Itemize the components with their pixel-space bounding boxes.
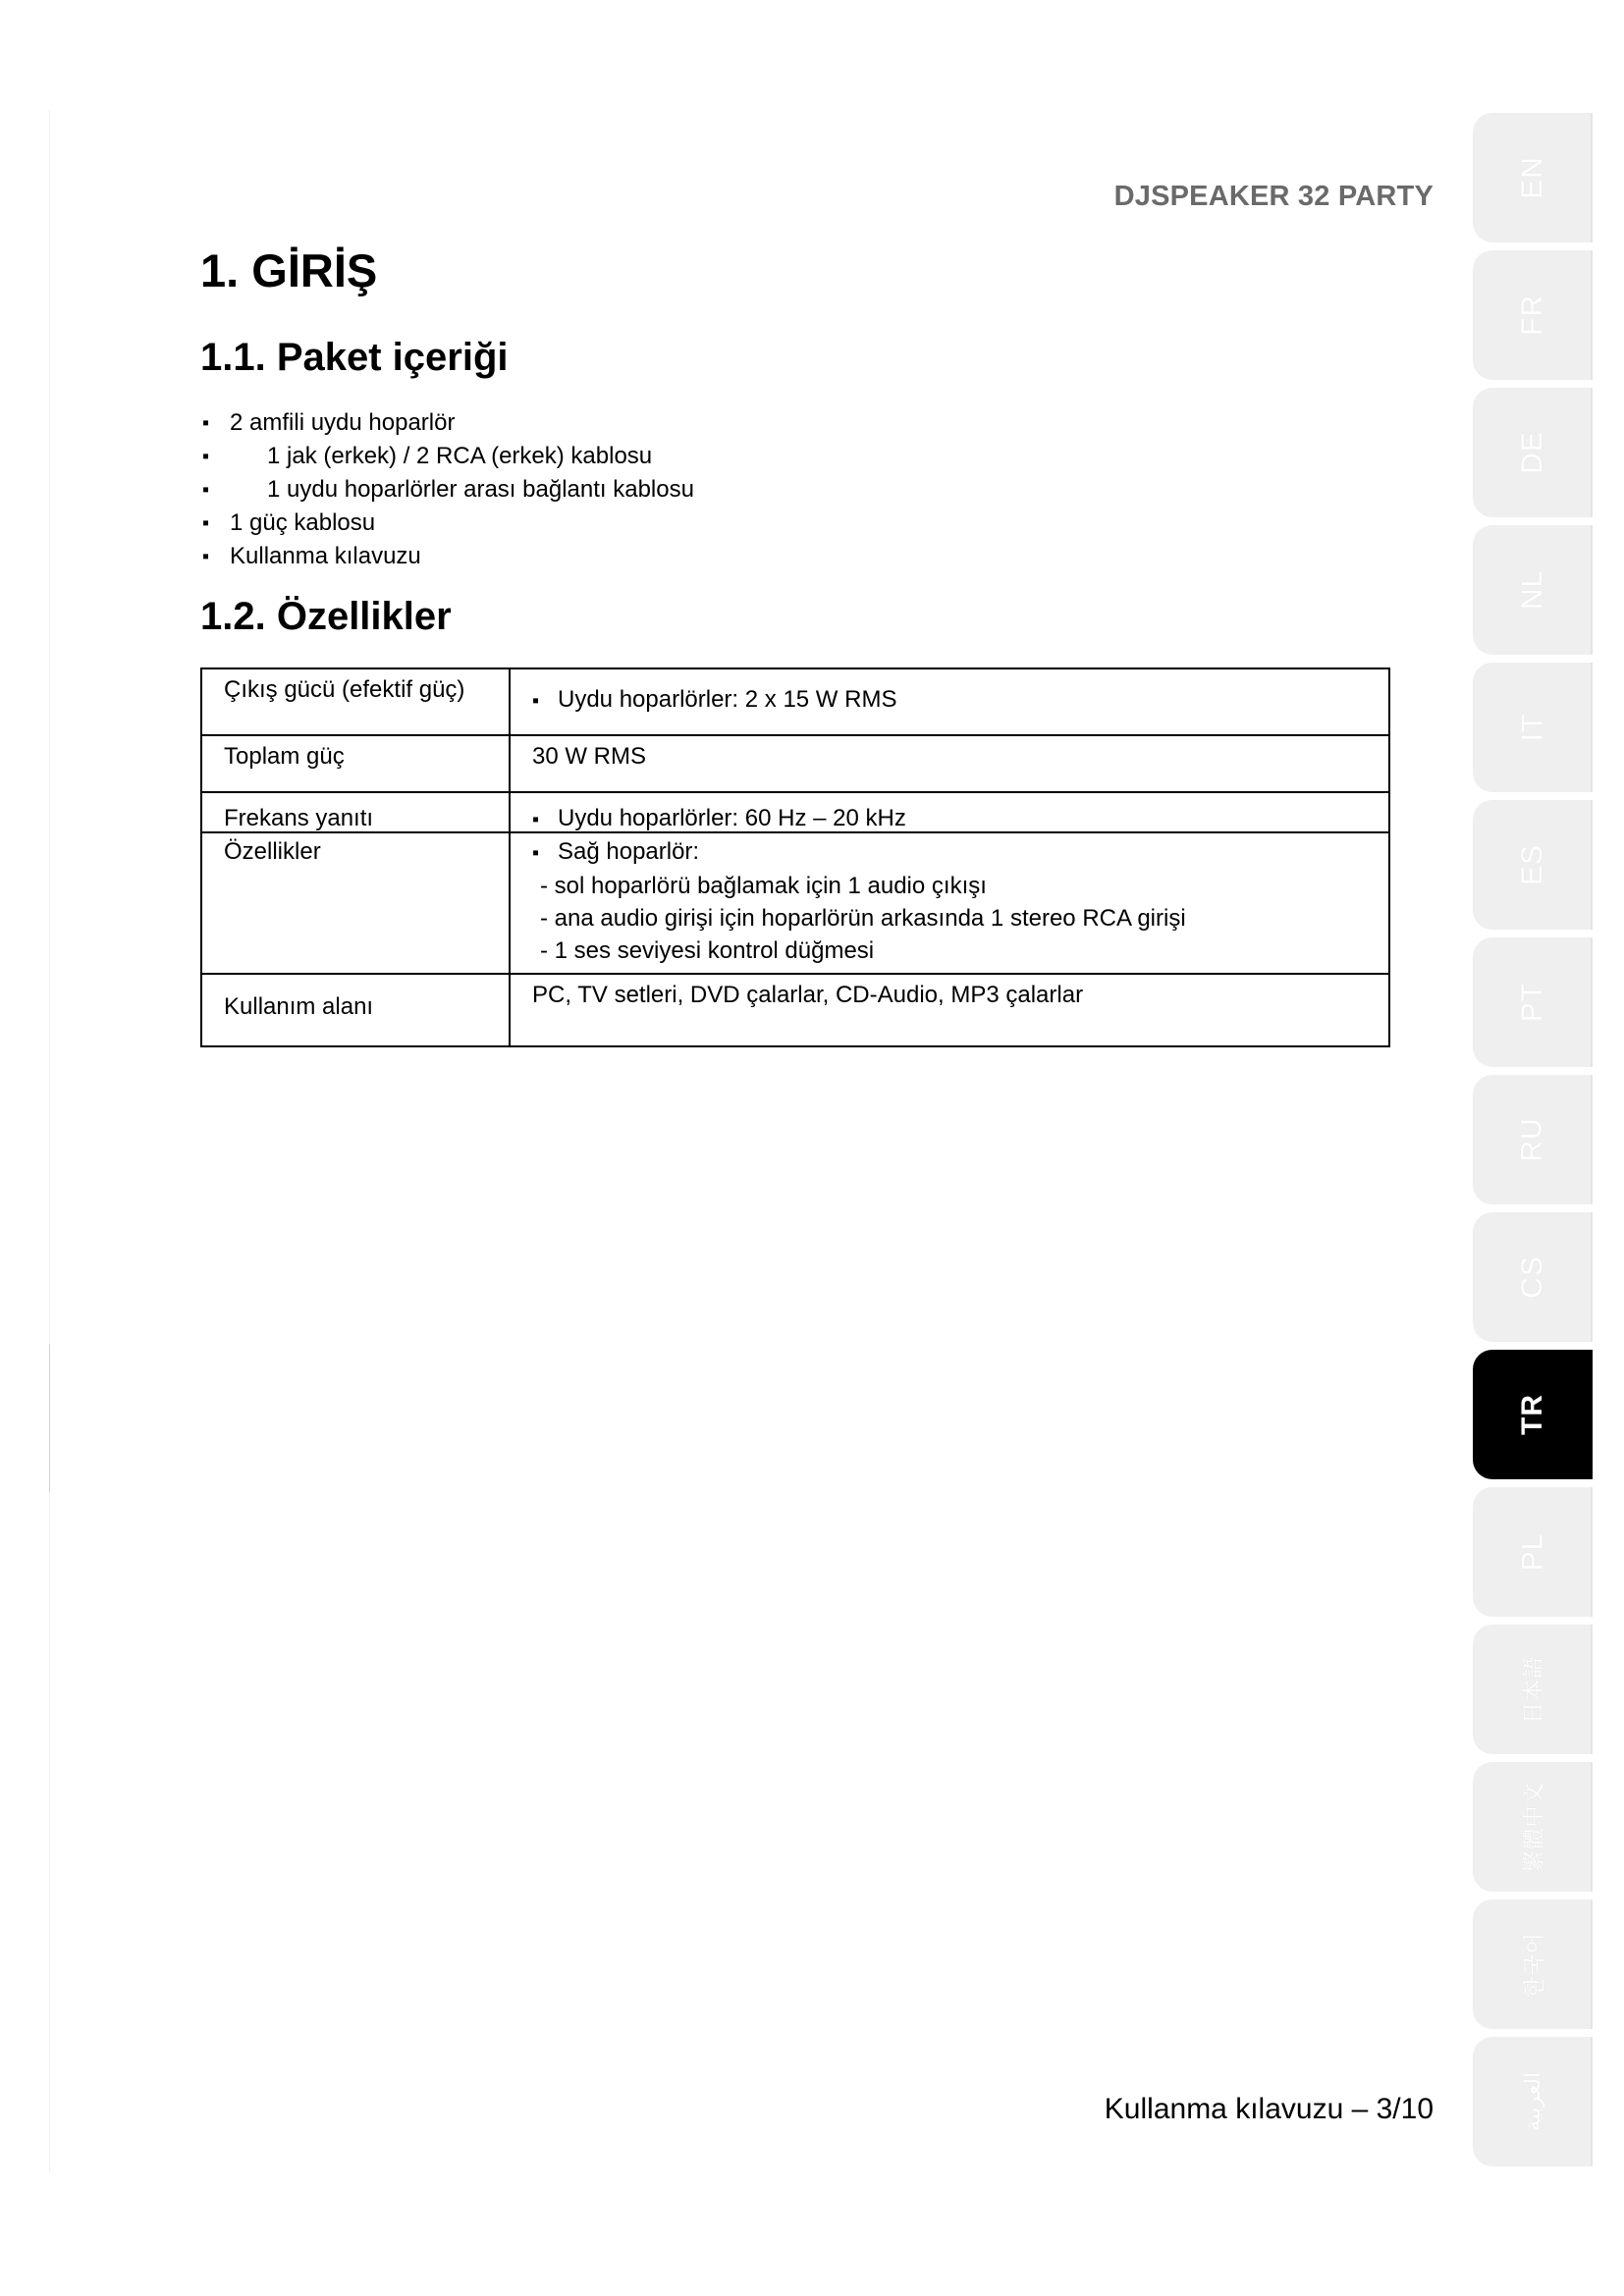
section-title-package-contents: 1.1. Paket içeriği: [200, 336, 509, 379]
section-title-features: 1.2. Özellikler: [200, 595, 452, 638]
tab-en[interactable]: [1473, 113, 1593, 242]
list-item: ▪ 1 güç kablosu: [200, 507, 694, 540]
tab-label: العربية: [1520, 2071, 1544, 2132]
spec-value: PC, TV setleri, DVD çalarlar, CD-Audio, MP3 çalarlar: [510, 974, 1389, 1046]
table-row: [201, 735, 1389, 792]
tab-pt[interactable]: [1473, 937, 1593, 1067]
tab-label: 한국어: [1521, 1931, 1546, 1998]
tab-nl[interactable]: [1473, 525, 1593, 655]
bullet-icon: ▪: [532, 690, 540, 712]
tab-ja[interactable]: [1473, 1625, 1593, 1754]
spec-key: Frekans yanıtı: [201, 792, 510, 832]
spec-value: [510, 792, 1389, 832]
tab-tr[interactable]: [1473, 1350, 1593, 1479]
page-footer: Kullanma kılavuzu – 3/10: [1104, 2093, 1434, 2125]
tab-zh[interactable]: [1473, 1762, 1593, 1892]
spec-subline: - 1 ses seviyesi kontrol düğmesi: [540, 937, 875, 964]
tab-label: EN: [1516, 156, 1548, 199]
package-contents-list: [200, 406, 694, 573]
table-row: [201, 974, 1389, 1046]
tab-ru[interactable]: [1473, 1075, 1593, 1204]
tab-es[interactable]: [1473, 800, 1593, 930]
tab-pl[interactable]: [1473, 1487, 1593, 1617]
list-item: ▪ 2 amfili uydu hoparlör: [200, 406, 694, 440]
spec-value-text: Sağ hoparlör:: [558, 838, 700, 865]
tab-label: ES: [1516, 843, 1548, 886]
page-edge-mark: [49, 1345, 50, 1492]
tab-cs[interactable]: [1473, 1212, 1593, 1342]
spec-subline: - ana audio girişi için hoparlörün arkasında 1 stereo RCA girişi: [540, 905, 1186, 932]
tab-label: NL: [1515, 569, 1548, 611]
spec-subline: - sol hoparlörü bağlamak için 1 audio çıkışı: [540, 873, 987, 899]
spec-value-text: Uydu hoparlörler: 2 x 15 W RMS: [558, 686, 897, 713]
tab-label: TR: [1516, 1394, 1548, 1435]
tab-it[interactable]: [1473, 663, 1593, 792]
section-title-giris: 1. GİRİŞ: [200, 244, 378, 296]
bullet-icon: ▪: [532, 809, 540, 830]
table-row: [201, 792, 1389, 832]
tab-label: DE: [1516, 431, 1548, 474]
tab-label: 日本語: [1521, 1655, 1546, 1724]
tab-de[interactable]: [1473, 388, 1593, 517]
list-item: ▪ Kullanma kılavuzu: [200, 540, 694, 573]
spec-key: Kullanım alanı: [201, 974, 510, 1046]
tab-label: RU: [1516, 1117, 1548, 1162]
list-item: ▪ 1 jak (erkek) / 2 RCA (erkek) kablosu: [200, 440, 694, 473]
tab-label: IT: [1515, 713, 1548, 742]
tab-label: FR: [1516, 294, 1548, 336]
spec-key: Toplam güç: [201, 735, 510, 792]
spec-value: [510, 668, 1389, 735]
tab-fr[interactable]: [1473, 250, 1593, 380]
tab-ar[interactable]: [1473, 2037, 1593, 2166]
table-row: [201, 832, 1389, 974]
tab-label: 繁體中文: [1521, 1781, 1546, 1873]
bullet-icon: ▪: [532, 842, 540, 864]
spec-key: Çıkış gücü (efektif güç): [201, 668, 510, 735]
tab-label: CS: [1516, 1255, 1548, 1299]
spec-key: Özellikler: [201, 832, 510, 974]
spec-value: [510, 832, 1389, 974]
table-row: [201, 668, 1389, 735]
spec-value: 30 W RMS: [510, 735, 1389, 792]
tab-ko[interactable]: [1473, 1899, 1593, 2029]
spec-table: [200, 667, 1390, 1047]
spec-value-text: Uydu hoparlörler: 60 Hz – 20 kHz: [558, 805, 906, 831]
page-edge-line: [49, 110, 50, 2171]
list-item: ▪ 1 uydu hoparlörler arası bağlantı kablosu: [200, 473, 694, 507]
product-title: DJSPEAKER 32 PARTY: [1113, 181, 1434, 212]
tab-label: PL: [1515, 1532, 1548, 1572]
tab-label: PT: [1516, 982, 1548, 1023]
